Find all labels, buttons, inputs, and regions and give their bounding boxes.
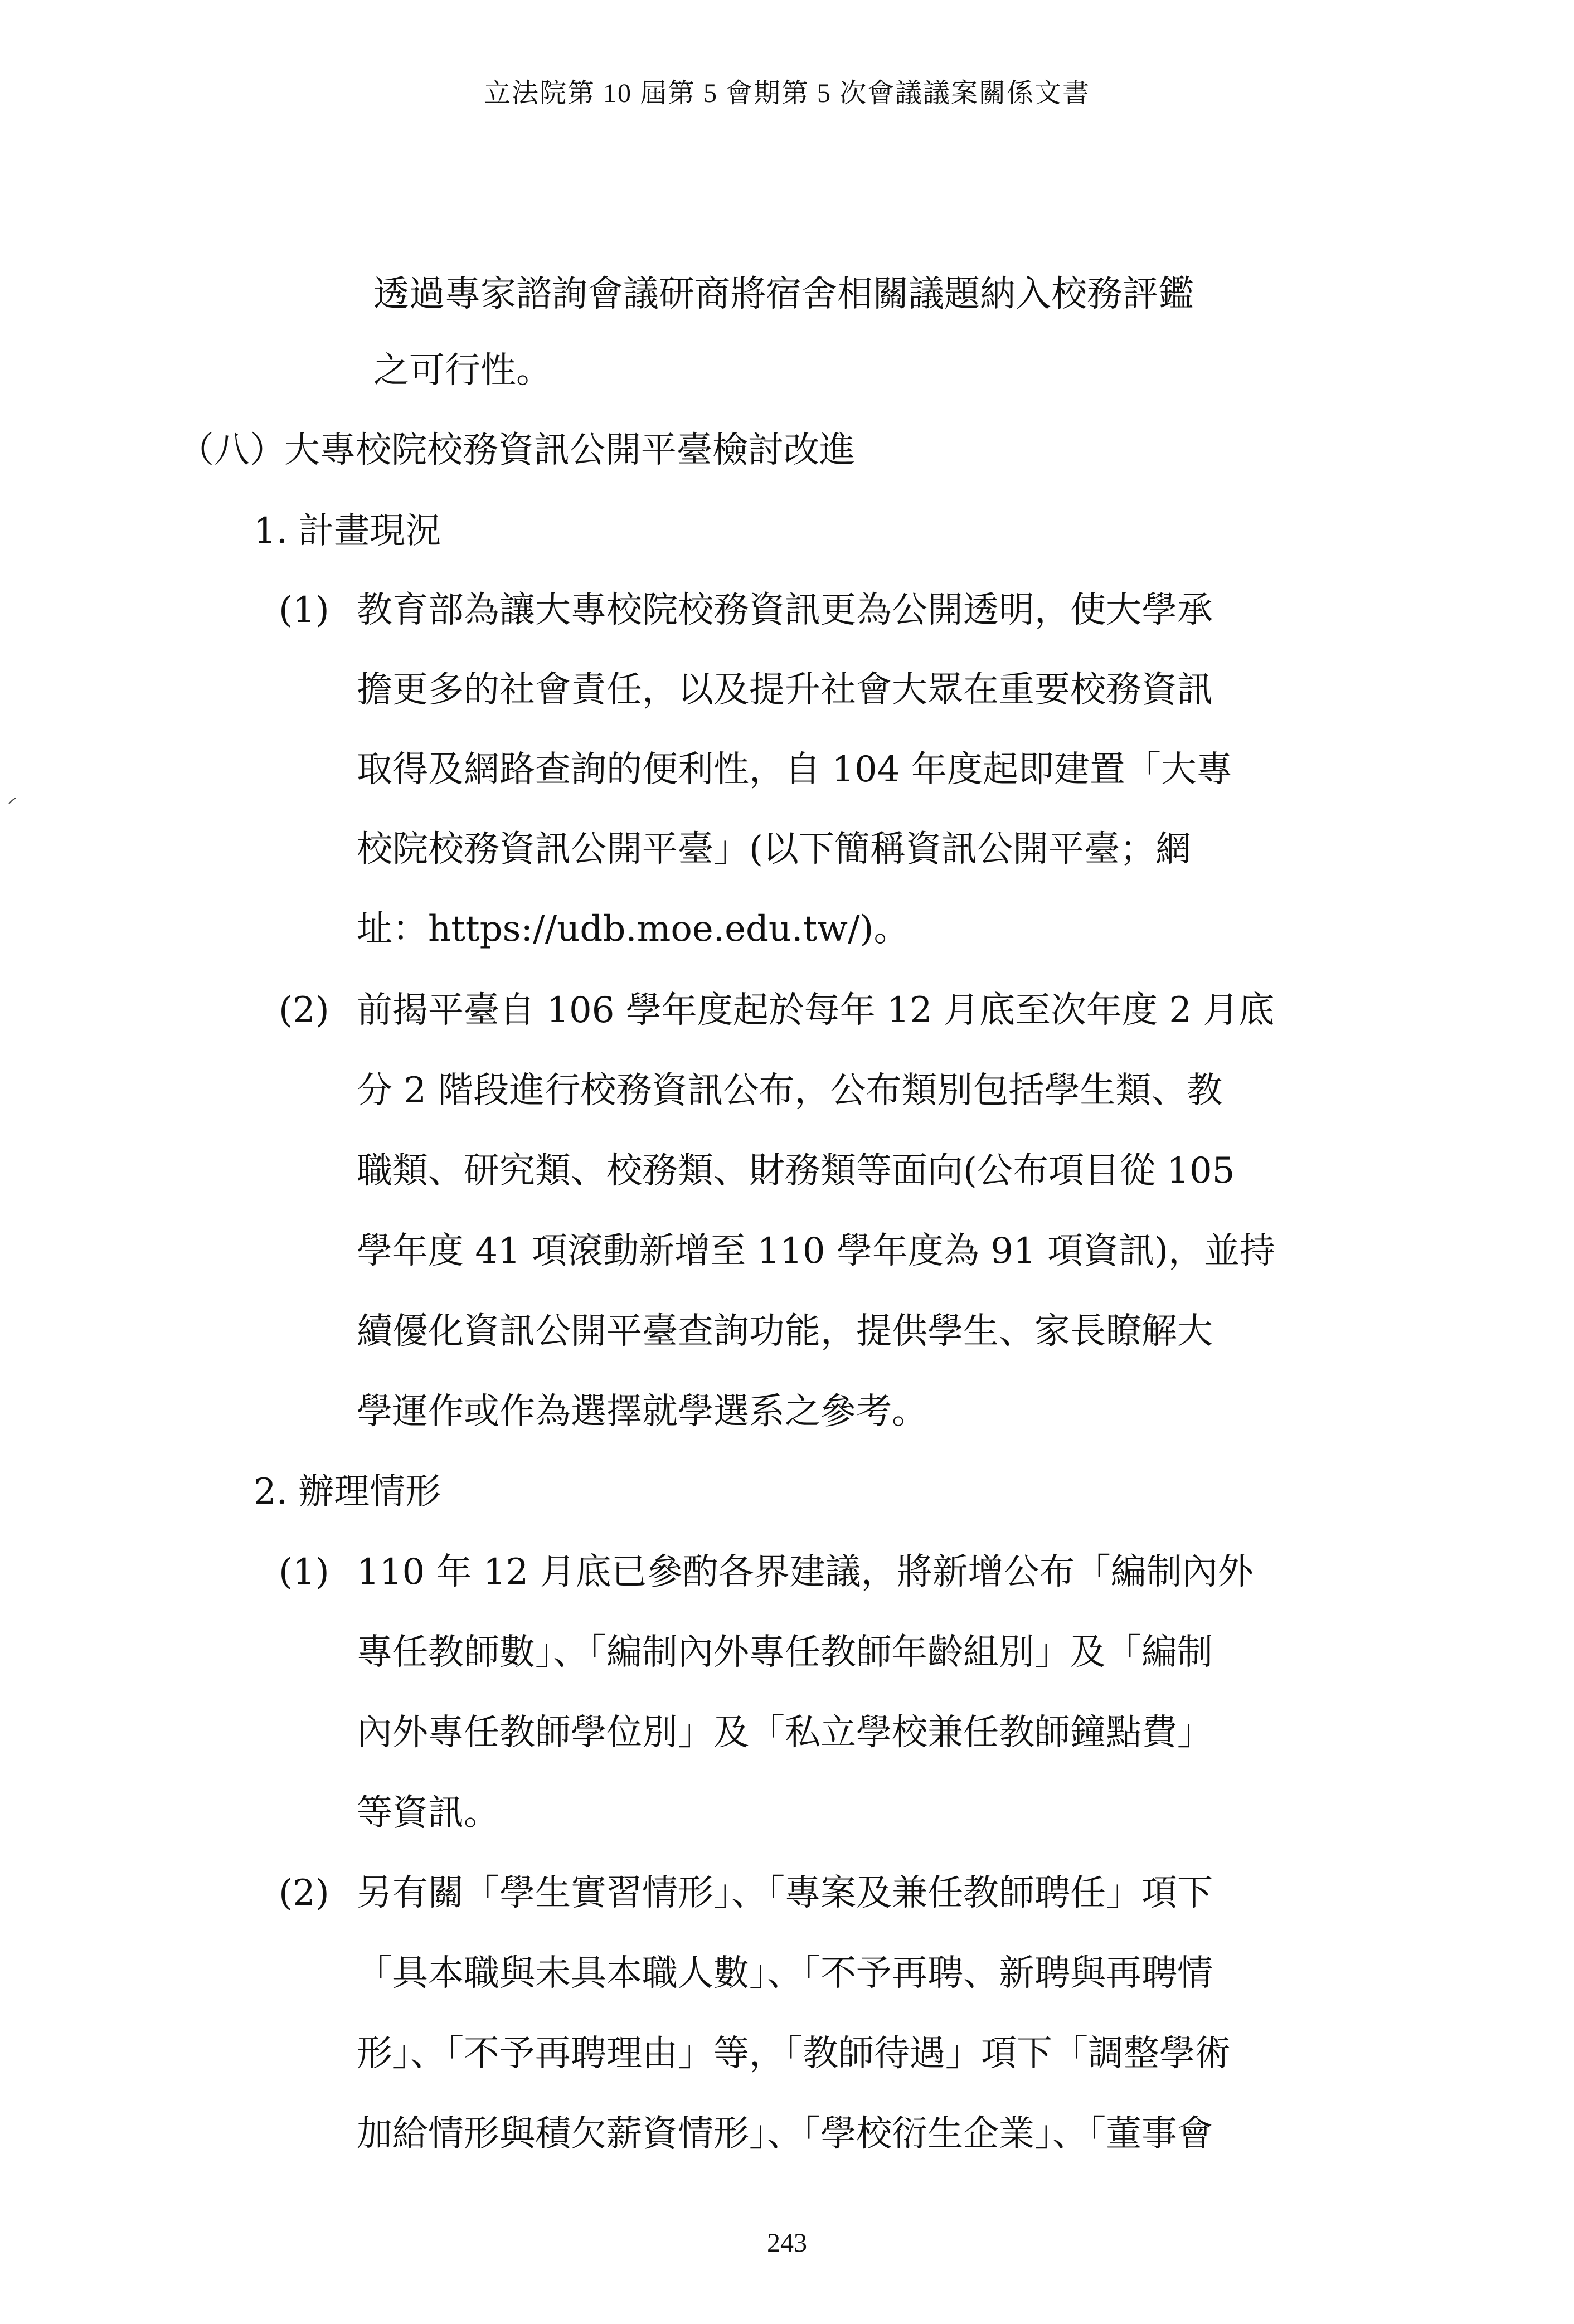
sub-item-text: 分 2 階段進行校務資訊公布，公布類別包括學生類、教 bbox=[357, 1070, 1223, 1111]
sub-item-text: 學運作或作為選擇就學選系之參考。 bbox=[357, 1391, 927, 1432]
sub-item-text: 另有關「學生實習情形」、「專案及兼任教師聘任」項下 bbox=[357, 1873, 1213, 1914]
sub-item-text: 續優化資訊公開平臺查詢功能，提供學生、家長瞭解大 bbox=[357, 1311, 1213, 1352]
item-title: 計畫現況 bbox=[298, 510, 441, 552]
section-marker: （八） bbox=[178, 430, 285, 471]
body-line-text: 之可行性。 bbox=[373, 350, 552, 391]
sub-item-marker: (2) bbox=[279, 990, 329, 1031]
sub-item-marker: (1) bbox=[279, 590, 329, 631]
document-header: 立法院第 10 屆第 5 會期第 5 次會議議案關係文書 bbox=[483, 79, 1090, 108]
sub-item-text: 等資訊。 bbox=[357, 1792, 499, 1834]
sub-item-text: 擔更多的社會責任，以及提升社會大眾在重要校務資訊 bbox=[357, 669, 1213, 711]
sub-item-text: 110 年 12 月底已參酌各界建議，將新增公布「編制內外 bbox=[357, 1552, 1254, 1593]
section-title: 大專校院校務資訊公開平臺檢討改進 bbox=[284, 430, 855, 471]
sub-item-text: 內外專任教師學位別」及「私立學校兼任教師鐘點費」 bbox=[357, 1712, 1213, 1753]
sub-item-text: 教育部為讓大專校院校務資訊更為公開透明，使大學承 bbox=[357, 590, 1213, 631]
item-marker: 1. bbox=[254, 510, 288, 552]
sub-item-marker: (1) bbox=[279, 1552, 329, 1593]
item-marker: 2. bbox=[254, 1471, 288, 1513]
body-line-text: 透過專家諮詢會議研商將宿舍相關議題納入校務評鑑 bbox=[373, 274, 1194, 315]
sub-item-text: 加給情形與積欠薪資情形」、「學校衍生企業」、「董事會 bbox=[357, 2113, 1213, 2155]
scan-speck-mark bbox=[8, 797, 17, 805]
sub-item-text: 前揭平臺自 106 學年度起於每年 12 月底至次年度 2 月底 bbox=[357, 990, 1275, 1031]
sub-item-text: 專任教師數」、「編制內外專任教師年齡組別」及「編制 bbox=[357, 1632, 1213, 1673]
sub-item-text: 校院校務資訊公開平臺」(以下簡稱資訊公開平臺；網 bbox=[357, 829, 1191, 870]
sub-item-text: 址：https://udb.moe.edu.tw/)。 bbox=[357, 908, 910, 950]
item-title: 辦理情形 bbox=[298, 1471, 441, 1513]
sub-item-text: 職類、研究類、校務類、財務類等面向(公布項目從 105 bbox=[357, 1150, 1235, 1192]
sub-item-marker: (2) bbox=[279, 1873, 329, 1914]
sub-item-text: 學年度 41 項滾動新增至 110 學年度為 91 項資訊)，並持 bbox=[357, 1231, 1276, 1272]
sub-item-text: 「具本職與未具本職人數」、「不予再聘、新聘與再聘情 bbox=[357, 1953, 1213, 1994]
sub-item-text: 取得及網路查詢的便利性，自 104 年度起即建置「大專 bbox=[357, 749, 1232, 790]
page-number: 243 bbox=[767, 2228, 807, 2258]
sub-item-text: 形」、「不予再聘理由」等，「教師待遇」項下「調整學術 bbox=[357, 2033, 1231, 2074]
